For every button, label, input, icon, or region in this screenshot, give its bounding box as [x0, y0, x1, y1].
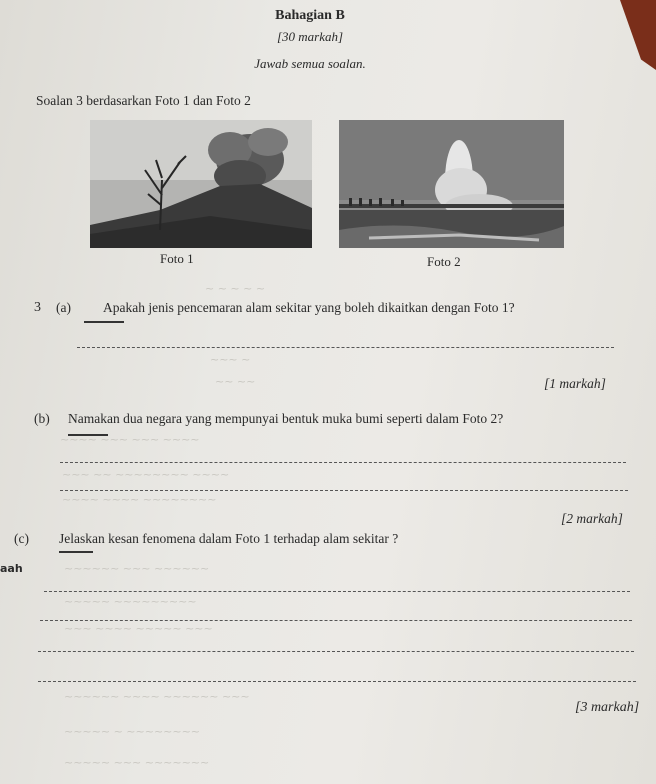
part-c-marks: [3 markah] [575, 700, 640, 715]
part-b-underline-mark [68, 434, 108, 436]
bleed-through-text: ~~~ ~~~~ ~~~~~ ~~~ [64, 622, 213, 635]
section-title: Bahagian B [275, 8, 345, 23]
bleed-through-text: ~~~~~ ~~~~~~~~~ [64, 595, 197, 608]
section-marks: [30 markah] [276, 29, 344, 44]
question-number: 3 [34, 300, 41, 315]
part-b-answer-line-2[interactable] [60, 490, 628, 491]
bleed-through-text: ~~~ ~~ ~~~~~~~~ ~~~~ [62, 468, 230, 481]
part-b-answer-line-1[interactable] [60, 462, 626, 463]
bleed-through-text: ~~~~~~ ~~~~ ~~~~~~ ~~~ [64, 690, 250, 703]
volcano-eruption-photo [90, 120, 312, 248]
part-c-answer-line-4[interactable] [38, 681, 636, 682]
part-a-answer-line[interactable] [77, 347, 614, 348]
part-b-question: Namakan dua negara yang mempunyai bentuk muka bumi seperti dalam Foto 2? [68, 411, 504, 426]
geyser-photo [339, 120, 564, 248]
bleed-through-text: ~~~ ~ [210, 353, 251, 366]
question-intro: Soalan 3 berdasarkan Foto 1 dan Foto 2 [36, 93, 251, 108]
part-b-label: (b) [34, 411, 50, 426]
part-a-label: (a) [56, 300, 71, 315]
part-a-underline-mark [84, 321, 124, 323]
bleed-through-text: ~~~~~ ~~~ ~~~~~~~ [64, 756, 210, 769]
part-c-answer-line-3[interactable] [38, 651, 634, 652]
part-a-marks: [1 markah] [544, 376, 606, 391]
part-c-question: Jelaskan kesan fenomena dalam Foto 1 terhadap alam sekitar ? [59, 531, 399, 546]
photo-1-caption: Foto 1 [160, 251, 194, 266]
margin-note: aah [0, 562, 23, 575]
part-c-underline-mark [59, 551, 93, 553]
part-c-label: (c) [14, 531, 29, 546]
bleed-through-text: ~ ~ ~ ~ ~ [205, 282, 266, 295]
bleed-through-text: ~~~~~~ ~~~ ~~~~~~ [64, 562, 210, 575]
photo-2-caption: Foto 2 [427, 254, 461, 269]
part-c-answer-line-2[interactable] [40, 620, 632, 621]
bleed-through-text: ~~~~~ ~ ~~~~~~~~ [64, 725, 201, 738]
part-c-answer-line-1[interactable] [44, 591, 630, 592]
instruction-text: Jawab semua soalan. [254, 56, 366, 71]
part-a-question: Apakah jenis pencemaran alam sekitar yang boleh dikaitkan dengan Foto 1? [103, 300, 515, 315]
bleed-through-text: ~~ ~~ [215, 375, 256, 388]
bleed-through-text: ~~~~ ~~~~ ~~~~~~~~ [62, 493, 217, 506]
bleed-through-text: ~~~~ ~~~ ~~~ ~~~~ [60, 433, 200, 446]
part-b-marks: [2 markah] [561, 511, 623, 526]
